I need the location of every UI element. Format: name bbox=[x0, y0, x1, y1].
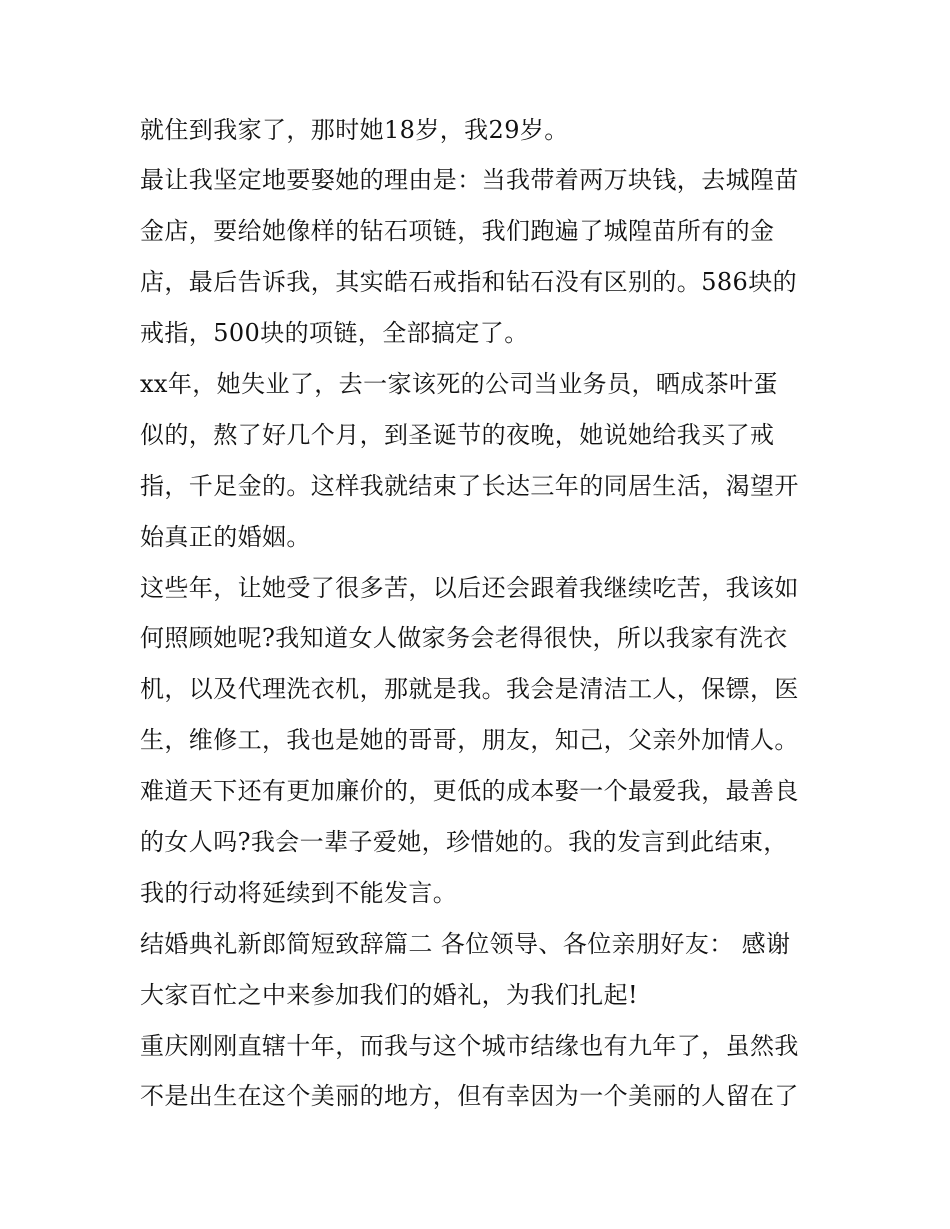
text-line: 重庆刚刚直辖十年，而我与这个城市结缘也有九年了，虽然我 bbox=[140, 1032, 799, 1060]
text-line: 机，以及代理洗衣机，那就是我。我会是清洁工人，保镖，医 bbox=[140, 675, 799, 703]
text-line: 店，最后告诉我，其实皓石戒指和钻石没有区别的。586块的 bbox=[140, 268, 798, 296]
text-line: 就住到我家了，那时她18岁，我29岁。 bbox=[140, 116, 569, 144]
text-line: 结婚典礼新郎简短致辞篇二 各位领导、各位亲朋好友： 感谢 bbox=[140, 930, 791, 958]
text-line: 指，千足金的。这样我就结束了长达三年的同居生活，渴望开 bbox=[140, 472, 799, 500]
text-line: 戒指，500块的项链，全部搞定了。 bbox=[140, 319, 529, 347]
text-line: 似的，熬了好几个月，到圣诞节的夜晚，她说她给我买了戒 bbox=[140, 421, 775, 449]
text-line: 生，维修工，我也是她的哥哥，朋友，知己，父亲外加情人。 bbox=[140, 726, 799, 754]
text-line: 何照顾她呢?我知道女人做家务会老得很快，所以我家有洗衣 bbox=[140, 624, 788, 652]
text-line: xx年，她失业了，去一家该死的公司当业务员，晒成茶叶蛋 bbox=[140, 370, 778, 398]
text-line: 最让我坚定地要娶她的理由是：当我带着两万块钱，去城隍苗 bbox=[140, 166, 799, 194]
text-line: 的女人吗?我会一辈子爱她，珍惜她的。我的发言到此结束， bbox=[140, 828, 788, 856]
text-line: 不是出生在这个美丽的地方，但有幸因为一个美丽的人留在了 bbox=[140, 1082, 799, 1110]
text-line: 难道天下还有更加廉价的，更低的成本娶一个最爱我，最善良 bbox=[140, 777, 799, 805]
text-line: 始真正的婚姻。 bbox=[140, 523, 311, 551]
text-line: 金店，要给她像样的钻石项链，我们跑遍了城隍苗所有的金 bbox=[140, 217, 775, 245]
text-line: 我的行动将延续到不能发言。 bbox=[140, 879, 458, 907]
text-line: 这些年，让她受了很多苦，以后还会跟着我继续吃苦，我该如 bbox=[140, 574, 799, 602]
text-line: 大家百忙之中来参加我们的婚礼，为我们扎起! bbox=[140, 981, 639, 1009]
